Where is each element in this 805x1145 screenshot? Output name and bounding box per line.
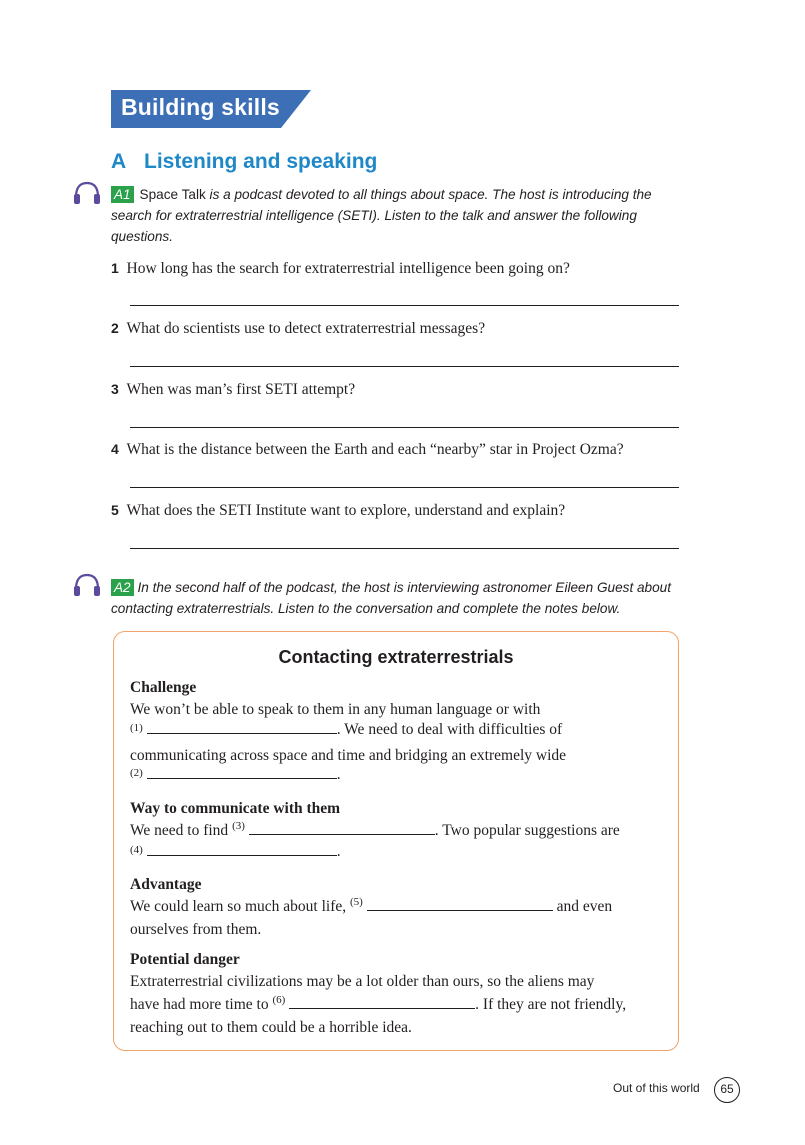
answer-line-2[interactable] (130, 366, 679, 367)
challenge-line-1: We won’t be able to speak to them in any human language or with (130, 701, 541, 718)
challenge-line-4: (2) . (130, 766, 341, 783)
page-number: 65 (714, 1077, 740, 1103)
advantage-heading: Advantage (130, 876, 202, 893)
advantage-line-1: We could learn so much about life, $^{(5)}$ and even (130, 896, 613, 915)
answer-line-5[interactable] (130, 548, 679, 549)
danger-line-1: Extraterrestrial civilizations may be a lot older than ours, so the aliens may (130, 973, 595, 990)
podcast-name: Space Talk (139, 187, 206, 202)
headphones-icon[interactable] (72, 572, 102, 598)
way-heading: Way to communicate with them (130, 800, 341, 817)
question-4: 4 What is the distance between the Earth and each “nearby” star in Project Ozma? (111, 441, 624, 458)
question-2: 2 What do scientists use to detect extraterrestrial messages? (111, 320, 486, 337)
danger-line-2: have had more time to $^{(6)}$ . If they are not friendly, (130, 994, 627, 1013)
a2-tag: A2 (111, 579, 134, 596)
footer-chapter: Out of this world (613, 1081, 700, 1095)
section-title: Listening and speaking (144, 150, 378, 173)
way-line-2: (4) . (130, 843, 341, 860)
answer-line-1[interactable] (130, 305, 679, 306)
question-1: 1 How long has the search for extraterrestrial intelligence been going on? (111, 260, 570, 277)
danger-heading: Potential danger (130, 951, 240, 968)
challenge-line-3: communicating across space and time and bridging an extremely wide (130, 747, 567, 764)
advantage-line-2: ourselves from them. (130, 921, 262, 938)
blank-4[interactable] (147, 855, 337, 856)
notes-title: Contacting extraterrestrials (278, 647, 514, 667)
danger-line-3: reaching out to them could be a horrible idea. (130, 1019, 412, 1036)
question-5: 5 What does the SETI Institute want to explore, understand and explain? (111, 502, 566, 519)
headphones-icon[interactable] (72, 180, 102, 206)
blank-6[interactable] (289, 1008, 475, 1009)
way-line-1: We need to find $^{(3)}$ . Two popular suggestions are (130, 820, 620, 839)
a2-instruction: A2 In the second half of the podcast, the host is interviewing astronomer Eileen Guest about contacting extraterrestrials. Listen to the conversation and complete the notes below. (111, 580, 672, 616)
answer-line-3[interactable] (130, 427, 679, 428)
challenge-line-2: (1) . We need to deal with difficulties of (130, 721, 563, 738)
question-3: 3 When was man’s first SETI attempt? (111, 381, 356, 398)
blank-2[interactable] (147, 778, 337, 779)
blank-5[interactable] (367, 910, 553, 911)
blank-3[interactable] (249, 834, 435, 835)
blank-1[interactable] (147, 733, 337, 734)
challenge-heading: Challenge (130, 679, 197, 696)
banner-title: Building skills (121, 94, 280, 120)
a1-tag: A1 (111, 186, 134, 203)
a1-instruction: A1 Space Talk is a podcast devoted to all things about space. The host is introducing the search for extraterrestrial intelligence (SETI). Listen to the talk and answer the following questions. (111, 187, 652, 244)
answer-line-4[interactable] (130, 487, 679, 488)
section-letter: A (111, 150, 127, 173)
